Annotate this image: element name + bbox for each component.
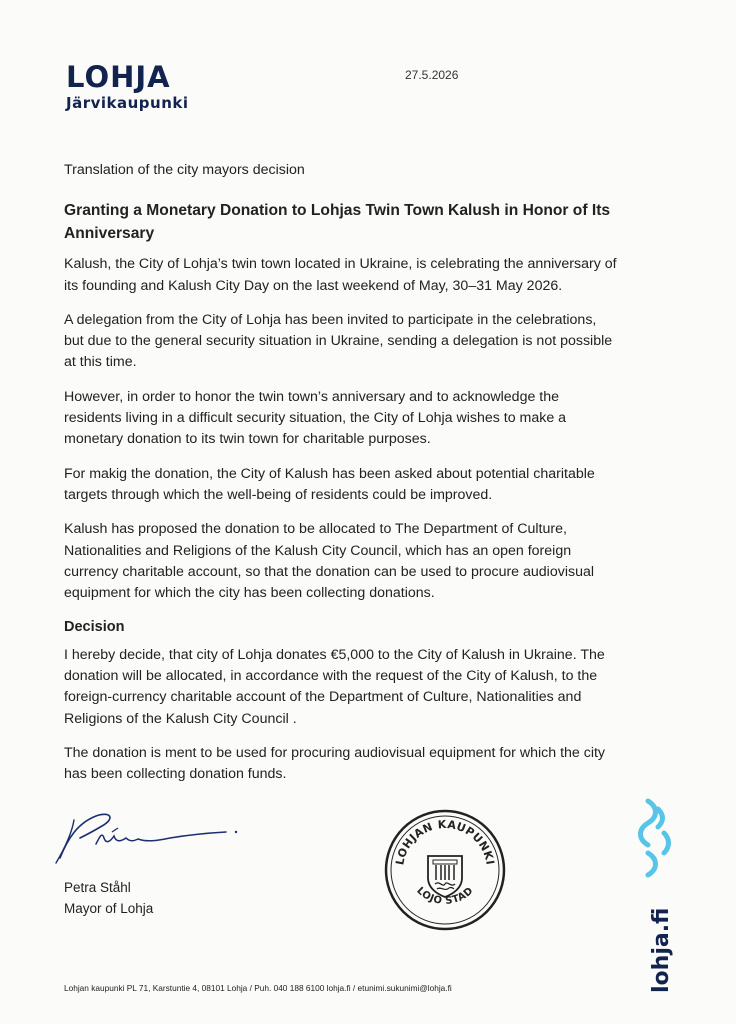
decision-paragraph-1: I hereby decide, that city of Lohja donates €5,000 to the City of Kalush in Ukraine. The donation will be allocated, in accordance with the request of the City of Kalush, to the foreign-currency charitable account of the Department of Culture, Nationalities and Religions of the Kalush City Council .: [64, 646, 605, 727]
logo-tagline: Järvikaupunki: [66, 94, 189, 112]
signatory-role: Mayor of Lohja: [64, 901, 154, 916]
document-date: 27.5.2026: [405, 68, 459, 82]
waves-icon: [641, 801, 669, 875]
handwritten-signature: [38, 808, 248, 870]
paragraph-2: A delegation from the City of Lohja has been invited to participate in the celebrations, but due to the general security situation in Ukraine, sending a delegation is not possible at this time.: [64, 311, 613, 371]
footer-contact: Lohjan kaupunki PL 71, Karstuntie 4, 08101 Lohja / Puh. 040 188 6100 lohja.fi / etunimi.sukunimi@lohja.fi: [64, 983, 452, 993]
website-wordmark: lohja.fi: [649, 907, 674, 993]
document-intro: Translation of the city mayors decision: [64, 162, 305, 178]
paragraph-4: For makig the donation, the City of Kalush has been asked about potential charitable targets through which the well-being of residents could be improved.: [64, 465, 595, 503]
city-seal-stamp: [383, 808, 507, 932]
paragraph-5: Kalush has proposed the donation to be allocated to The Department of Culture, Nationalities and Religions of the Kalush City Council, which has an open foreign currency charitable account, so that the donation can be used to procure audiovisual equipment for which the city has been collecting donations.: [64, 521, 595, 602]
seal-bottom-text: LOJO STAD: [414, 885, 476, 908]
lohja-fi-vertical-logo: [636, 795, 686, 995]
city-logo: [66, 62, 189, 112]
paragraph-1: Kalush, the City of Lohja’s twin town located in Ukraine, is celebrating the anniversary of its founding and Kalush City Day on the last weekend of May, 30–31 May 2026.: [64, 256, 617, 294]
signatory-name: Petra Ståhl: [64, 880, 131, 895]
document-body: [64, 160, 620, 799]
paragraph-3: However, in order to honor the twin town’s anniversary and to acknowledge the residents living in a difficult security situation, the City of Lohja wishes to make a monetary donation to its twin town for charitable purposes.: [64, 388, 567, 448]
document-title: Granting a Monetary Donation to Lohjas Twin Town Kalush in Honor of Its Anniversary: [64, 202, 611, 243]
signatory: [64, 877, 153, 919]
decision-paragraph-2: The donation is ment to be used for procuring audiovisual equipment for which the city has been collecting donation funds.: [64, 744, 606, 783]
svg-text:LOHJAN KAUPUNKI: [393, 818, 496, 866]
coat-of-arms-icon: [428, 856, 462, 897]
decision-heading: Decision: [64, 619, 125, 636]
logo-wordmark: LOHJA: [66, 60, 171, 94]
seal-top-text: LOHJAN KAUPUNKI: [393, 817, 497, 867]
